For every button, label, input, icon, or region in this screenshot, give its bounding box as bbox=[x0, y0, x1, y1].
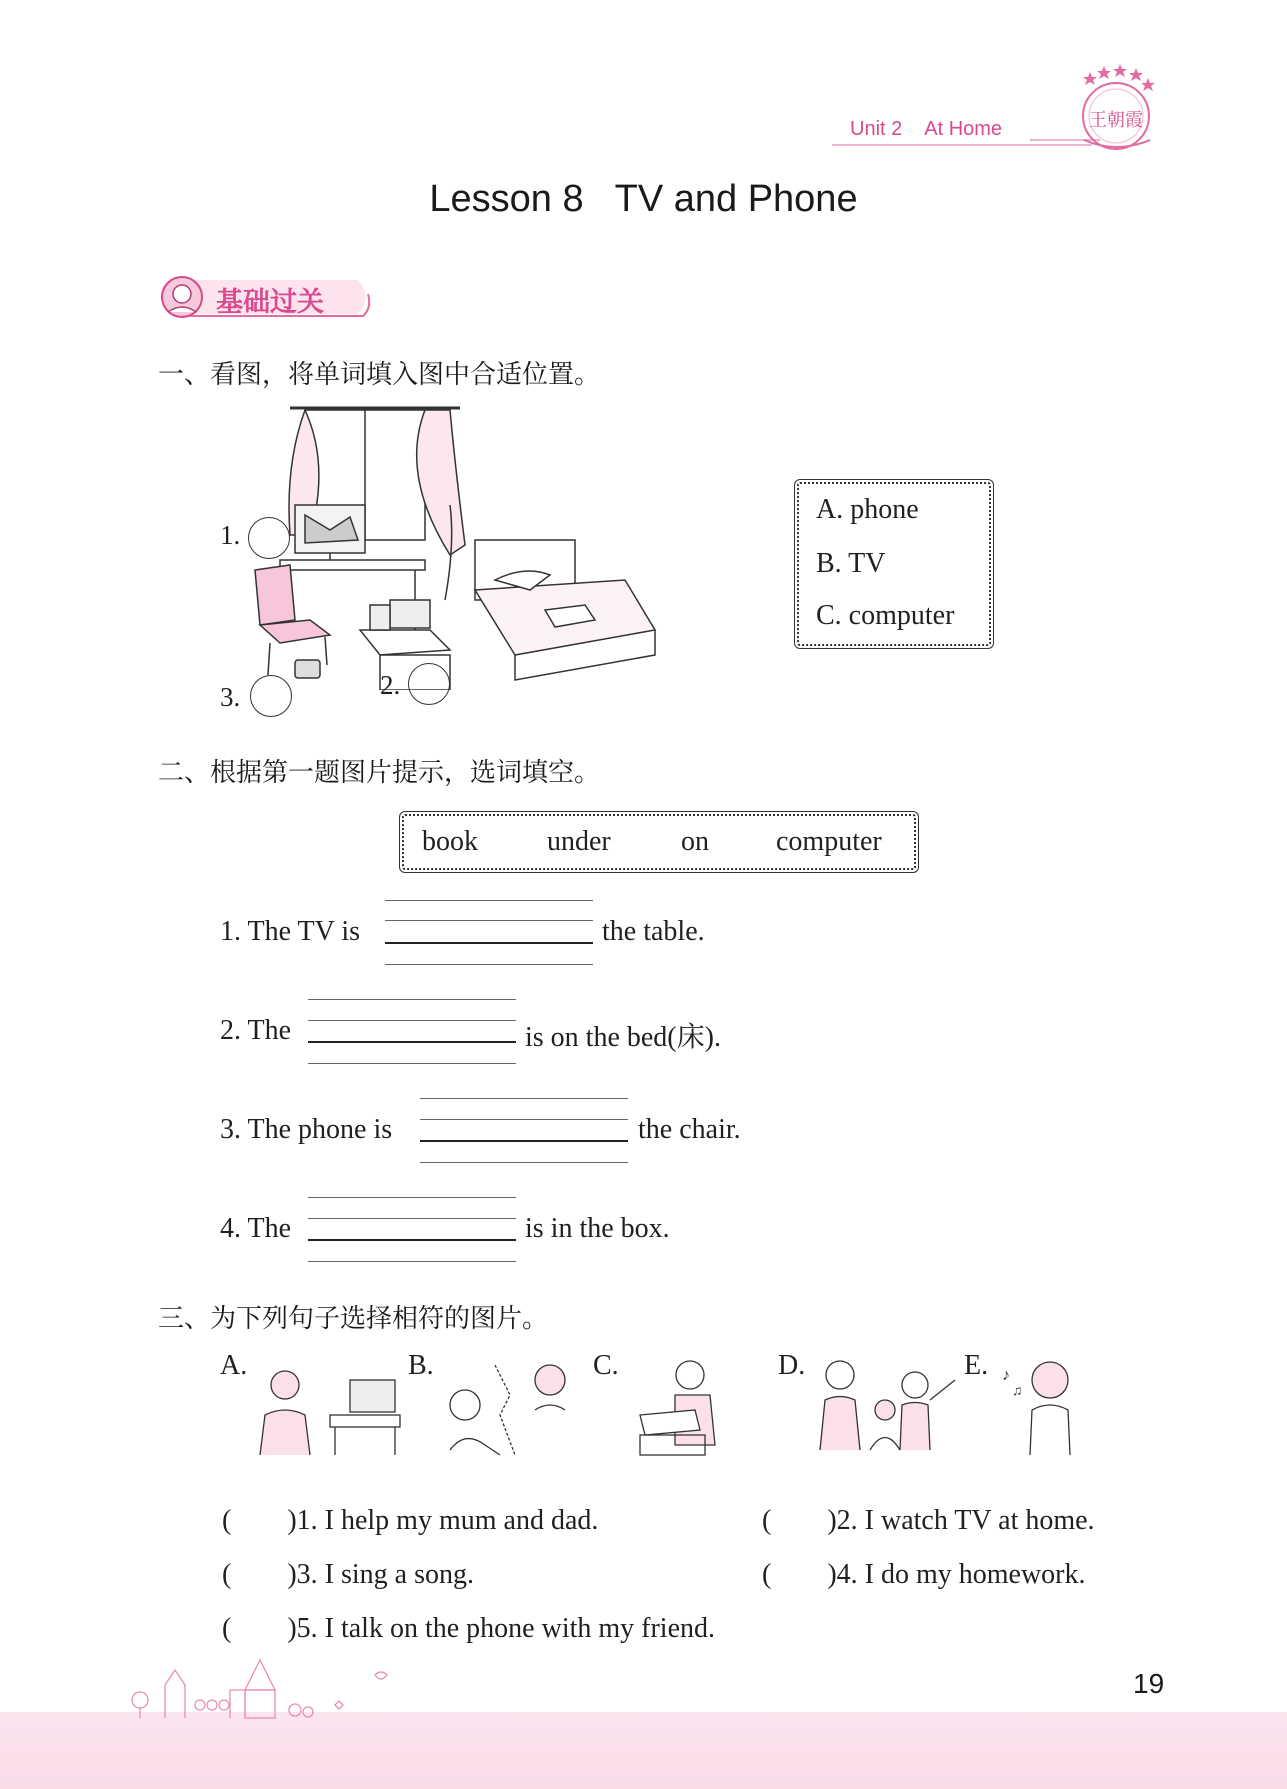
word-bank-item: on bbox=[681, 826, 709, 857]
header-rule bbox=[832, 144, 1092, 146]
option-c: C. computer bbox=[816, 600, 955, 631]
word-bank-item: under bbox=[547, 826, 611, 857]
answer-circle-1[interactable] bbox=[248, 517, 290, 559]
sentence-4-end: is in the box. bbox=[525, 1213, 670, 1244]
svg-text:♫: ♫ bbox=[1012, 1384, 1023, 1399]
unit-title: At Home bbox=[924, 118, 1003, 140]
picture-letter-a: A. bbox=[220, 1350, 248, 1381]
part2-heading: 二、根据第一题图片提示，选词填空。 bbox=[158, 758, 601, 788]
picture-a-watching-tv bbox=[255, 1360, 405, 1460]
sentence-3-end: the chair. bbox=[638, 1114, 741, 1145]
sentence-2-end: is on the bed(床). bbox=[525, 1022, 721, 1053]
answer-circle-3[interactable] bbox=[250, 675, 292, 717]
part3-heading: 三、为下列句子选择相符的图片。 bbox=[158, 1304, 549, 1334]
sentence-1-start: 1. The TV is bbox=[220, 916, 361, 947]
match-item-3[interactable]: ( )3. I sing a song. bbox=[222, 1559, 474, 1590]
word-bank-item: computer bbox=[776, 826, 882, 857]
picture-letter-e: E. bbox=[964, 1350, 989, 1381]
picture-label-3: 3. bbox=[220, 682, 241, 712]
picture-b-phone-call bbox=[440, 1355, 575, 1460]
picture-c-homework bbox=[635, 1355, 735, 1460]
word-choice-box bbox=[797, 482, 991, 646]
unit-number: Unit 2 bbox=[850, 118, 903, 140]
sentence-1-end: the table. bbox=[602, 916, 705, 947]
logo-text: 王朝霞 bbox=[1089, 110, 1143, 131]
picture-label-1: 1. bbox=[220, 520, 241, 550]
page-number: 19 bbox=[1133, 1668, 1165, 1699]
picture-letter-b: B. bbox=[408, 1350, 434, 1381]
section-tag-label: 基础过关 bbox=[216, 287, 324, 318]
part1-heading: 一、看图，将单词填入图中合适位置。 bbox=[158, 360, 601, 390]
picture-d-helping-parents bbox=[810, 1355, 960, 1460]
picture-label-2: 2. bbox=[380, 670, 401, 700]
picture-letter-d: D. bbox=[778, 1350, 806, 1381]
sentence-4-start: 4. The bbox=[220, 1213, 292, 1244]
page-title: Lesson 8 TV and Phone bbox=[429, 178, 858, 220]
word-bank-item: book bbox=[422, 826, 478, 857]
footer-town-decoration bbox=[120, 1650, 400, 1720]
option-a: A. phone bbox=[816, 494, 919, 525]
match-item-5[interactable]: ( )5. I talk on the phone with my friend. bbox=[222, 1613, 716, 1644]
room-illustration bbox=[250, 405, 660, 690]
answer-circle-2[interactable] bbox=[408, 663, 450, 705]
match-item-1[interactable]: ( )1. I help my mum and dad. bbox=[222, 1505, 599, 1536]
picture-e-singing bbox=[1000, 1350, 1080, 1460]
picture-letter-c: C. bbox=[593, 1350, 619, 1381]
sentence-2-start: 2. The bbox=[220, 1015, 292, 1046]
match-item-4[interactable]: ( )4. I do my homework. bbox=[762, 1559, 1086, 1590]
footer-band bbox=[0, 1712, 1287, 1789]
match-item-2[interactable]: ( )2. I watch TV at home. bbox=[762, 1505, 1095, 1536]
publisher-logo bbox=[1070, 60, 1160, 156]
unit-header bbox=[850, 118, 1002, 141]
option-b: B. TV bbox=[816, 548, 886, 579]
word-bank-box bbox=[402, 814, 916, 870]
sentence-3-start: 3. The phone is bbox=[220, 1114, 393, 1145]
svg-text:♪: ♪ bbox=[1002, 1367, 1010, 1384]
